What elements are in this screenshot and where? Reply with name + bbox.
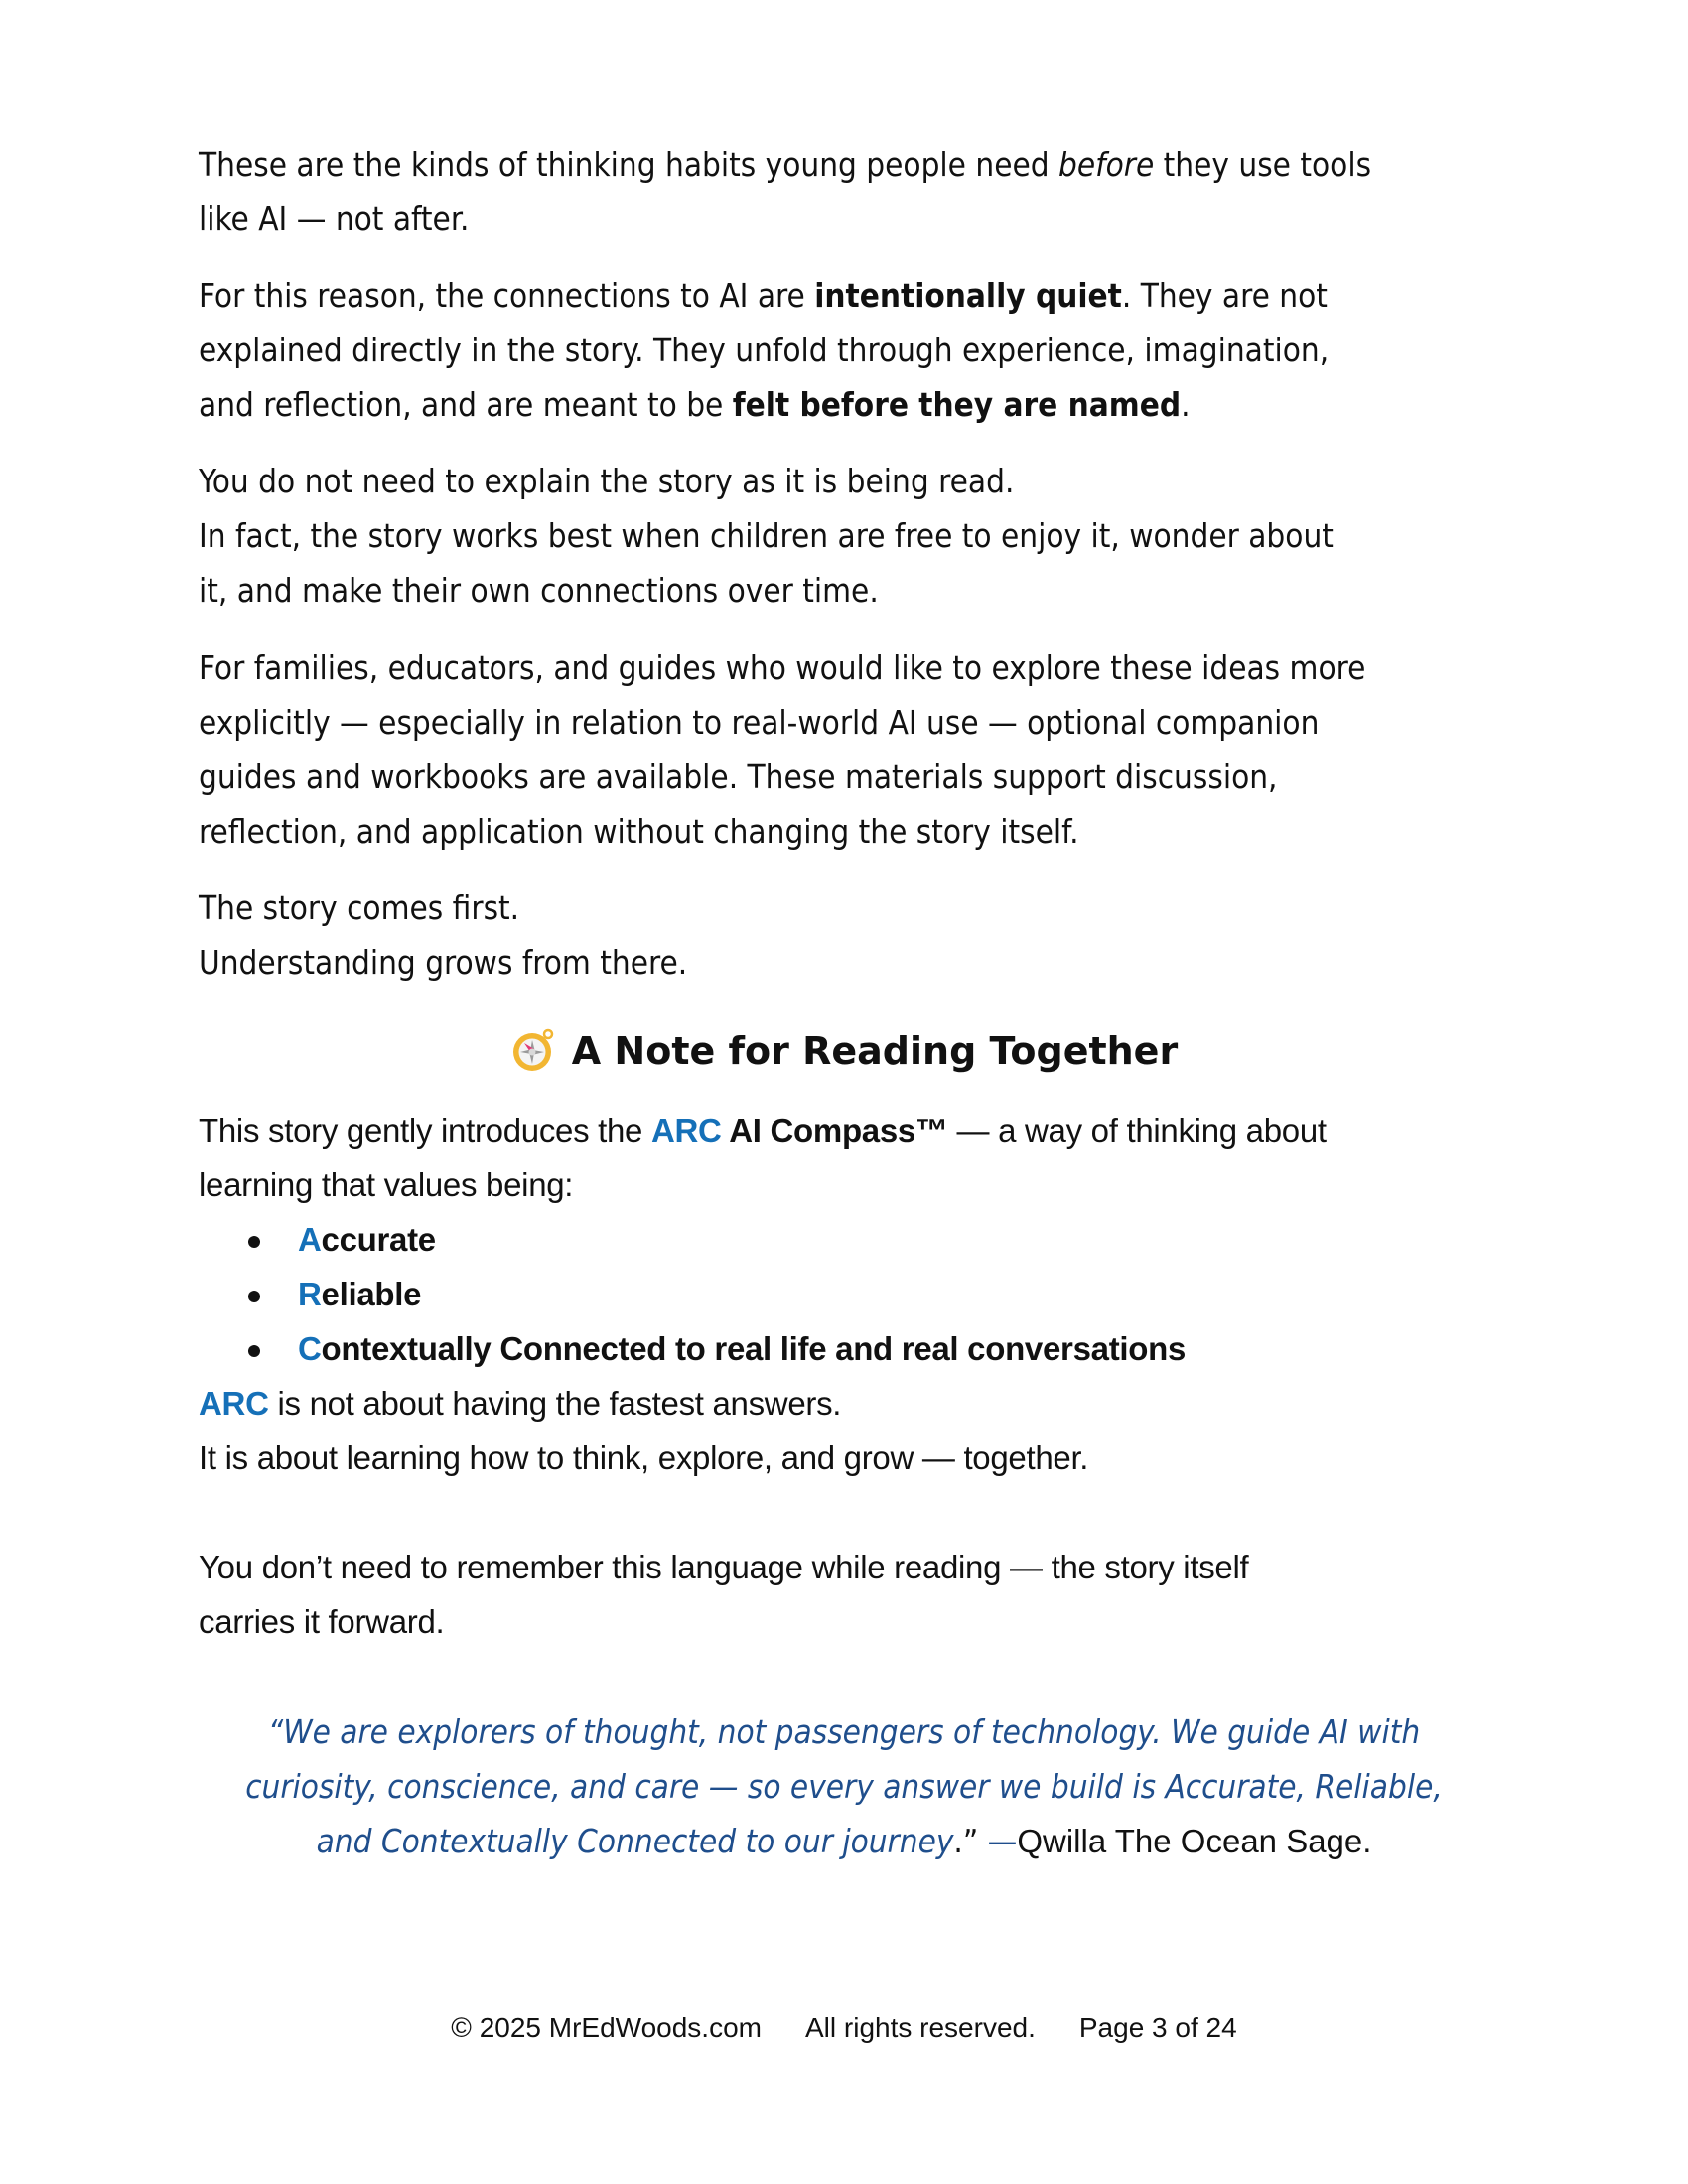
reminder-line-2: carries it forward. <box>199 1603 445 1640</box>
paragraph-5-line-1: The story comes first. <box>199 888 520 927</box>
paragraph-2-line-2: explained directly in the story. They unfold through experience, imagination, <box>199 331 1330 369</box>
footer-rights: All rights reserved. <box>805 2012 1036 2043</box>
arc-intro-line-2: learning that values being: <box>199 1166 574 1203</box>
value-reliable <box>298 1273 421 1316</box>
paragraph-2-line-3 <box>199 383 1191 427</box>
page-number: Page 3 of 24 <box>1078 2012 1237 2043</box>
text: is not about having the fastest answers. <box>268 1385 842 1422</box>
value-rest: eliable <box>321 1276 422 1312</box>
text: . They are not <box>1121 276 1328 315</box>
arc-closing-line-2: It is about learning how to think, explore, and grow — together. <box>199 1439 1089 1476</box>
text: — a way of thinking about <box>947 1112 1327 1149</box>
footer-copyright: © 2025 MrEdWoods.com <box>451 2012 762 2043</box>
paragraph-5-line-2: Understanding grows from there. <box>199 943 688 982</box>
bold-felt-before-named: felt before they are named <box>732 385 1182 424</box>
quote-dash: — <box>978 1822 1018 1860</box>
bullet <box>248 1291 260 1302</box>
paragraph-4-line-2: explicitly — especially in relation to real-world AI use — optional companion <box>199 703 1320 742</box>
quote-attribution: Qwilla The Ocean Sage. <box>1017 1823 1372 1859</box>
paragraph-3-line-2: In fact, the story works best when children are free to enjoy it, wonder about <box>199 516 1334 555</box>
value-initial: A <box>298 1221 322 1258</box>
compass-name: AI Compass™ <box>721 1112 948 1149</box>
paragraph-4-line-3: guides and workbooks are available. These materials support discussion, <box>199 757 1278 796</box>
section-heading <box>0 1026 1688 1078</box>
text: For this reason, the connections to AI are <box>199 276 815 315</box>
page-footer <box>0 2008 1688 2048</box>
value-initial: C <box>298 1330 322 1367</box>
value-initial: R <box>298 1276 322 1312</box>
paragraph-3-line-1: You do not need to explain the story as it is being read. <box>199 462 1015 500</box>
paragraph-1-line-1 <box>199 143 1371 187</box>
text: These are the kinds of thinking habits young people need <box>199 145 1059 184</box>
quote-line-3 <box>0 1820 1688 1863</box>
value-accurate <box>298 1218 436 1262</box>
paragraph-3-line-3: it, and make their own connections over time. <box>199 571 879 610</box>
heading-text: A Note for Reading Together <box>571 1029 1179 1073</box>
arc-intro-line-1 <box>199 1109 1327 1153</box>
text: This story gently introduces the <box>199 1112 651 1149</box>
paragraph-1-line-2: like AI — not after. <box>199 200 470 238</box>
quote-line-2: curiosity, conscience, and care — so every answer we build is Accurate, Reliable, <box>245 1767 1443 1806</box>
quote-line-1: “We are explorers of thought, not passengers of technology. We guide AI with <box>267 1712 1421 1751</box>
text: they use tools <box>1154 145 1372 184</box>
text: and reflection, and are meant to be <box>199 385 733 424</box>
paragraph-2-line-1 <box>199 274 1328 318</box>
quote-text: and Contextually Connected to our journey <box>316 1822 954 1860</box>
paragraph-4-line-4: reflection, and application without changing the story itself. <box>199 812 1079 851</box>
text: . <box>1181 385 1191 424</box>
value-rest: ccurate <box>321 1221 436 1258</box>
value-contextually-connected <box>298 1327 1186 1371</box>
arc-closing-line-1 <box>199 1382 841 1426</box>
emphasis-before: before <box>1058 145 1155 184</box>
bullet <box>248 1345 260 1357</box>
paragraph-4-line-1: For families, educators, and guides who would like to explore these ideas more <box>199 648 1366 687</box>
bullet <box>248 1236 260 1248</box>
reminder-line-1: You don’t need to remember this language while reading — the story itself <box>199 1549 1249 1585</box>
arc-label: ARC <box>650 1112 722 1149</box>
compass-icon <box>510 1026 558 1074</box>
quote-close: .” <box>953 1822 979 1860</box>
arc-label: ARC <box>199 1385 269 1422</box>
value-rest: ontextually Connected to real life and real conversations <box>321 1330 1187 1367</box>
bold-intentionally-quiet: intentionally quiet <box>814 276 1122 315</box>
